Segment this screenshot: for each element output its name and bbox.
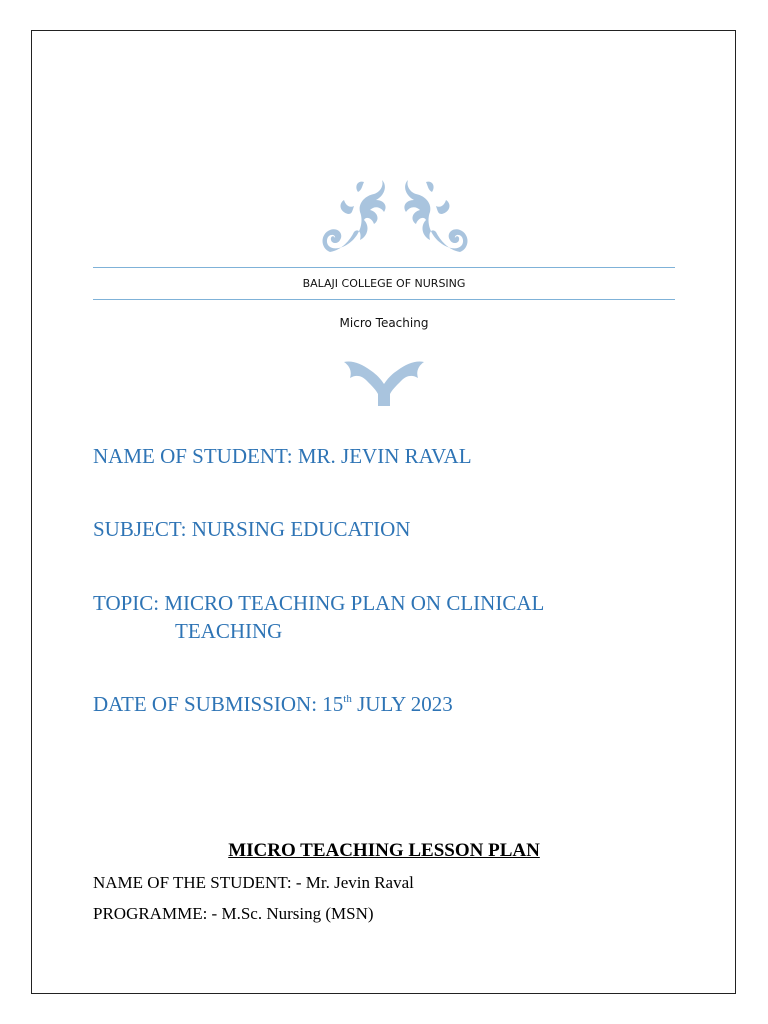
student-name-heading: NAME OF STUDENT: MR. JEVIN RAVAL (93, 444, 472, 468)
lesson-plan-programme: PROGRAMME: - M.Sc. Nursing (MSN) (93, 904, 374, 923)
submission-date-heading (93, 692, 453, 717)
topic-heading-continued: TEACHING (175, 619, 283, 643)
date-prefix: DATE OF SUBMISSION: 15 (93, 692, 344, 716)
floral-flourish-icon (318, 178, 472, 256)
leaf-ornament-icon (342, 356, 426, 408)
lesson-plan-student: NAME OF THE STUDENT: - Mr. Jevin Raval (93, 873, 414, 892)
document-subtitle: Micro Teaching (339, 316, 429, 330)
lesson-plan-title: MICRO TEACHING LESSON PLAN (228, 840, 540, 861)
header-rule-bottom (93, 299, 675, 300)
college-name: BALAJI COLLEGE OF NURSING (302, 277, 466, 290)
topic-heading: TOPIC: MICRO TEACHING PLAN ON CLINICAL (93, 591, 545, 615)
header-rule-top (93, 267, 675, 268)
date-ordinal: th (343, 693, 352, 705)
subject-heading: SUBJECT: NURSING EDUCATION (93, 517, 411, 541)
date-suffix: JULY 2023 (351, 692, 453, 716)
